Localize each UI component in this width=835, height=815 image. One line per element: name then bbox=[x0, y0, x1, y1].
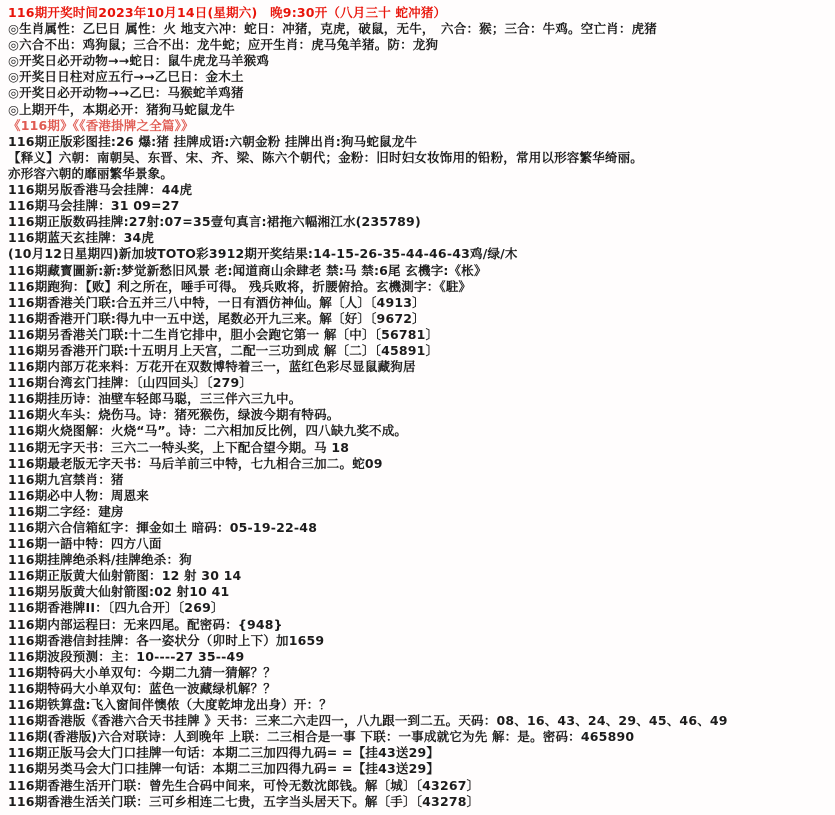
text-line: 116期内部运程曰：无来四尾。配密码：{948} bbox=[8, 616, 283, 632]
text-line: 116期正版彩图挂:26 爆:猪 挂牌成语:六朝金粉 挂牌出肖:狗马蛇鼠龙牛 bbox=[8, 133, 418, 149]
text-line: 116期(香港版)六合对联诗：人到晚年 上联：二三相合是一事 下联：一事成就它为先 解：是。密码：465890 bbox=[8, 729, 635, 745]
text-line: 116期火烧图解：火烧“马”。诗：二六相加反比例，四八缺九奖不成。 bbox=[8, 423, 408, 439]
text-line: 116期藏寳圖新:新:梦觉新愁旧风景 老:闻道商山余肆老 禁:马 禁:6尾 玄機字:《枨》 bbox=[8, 262, 487, 278]
text-line: 亦形容六朝的靡丽繁华景象。 bbox=[8, 165, 174, 181]
text-line: 116期香港生活开门联：曾先生合码中间来，可怜无数沈郎钱。解〔城〕〔43267〕 bbox=[8, 777, 480, 793]
text-line: 116期波段预测：主：10----27 35--49 bbox=[8, 648, 245, 664]
text-line: 116期香港关门联:合五并三八中特，一日有酒仿神仙。解〔人〕〔4913〕 bbox=[8, 294, 425, 310]
text-line: 116期必中人物：周恩来 bbox=[8, 487, 149, 503]
text-line: 116期香港信封挂牌：各一姿状分（卯时上下）加1659 bbox=[8, 632, 325, 648]
text-line: 116期六合信箱紅字：揮金如土 暗码：05-19-22-48 bbox=[8, 520, 318, 535]
text-line: 116期一語中特：四方八面 bbox=[8, 536, 162, 552]
text-line: 116期无字天书：三六二一特头奖，上下配合望今期。马 18 bbox=[8, 439, 350, 455]
text-line: 116期另版黄大仙射箭图:02 射10 41 bbox=[8, 584, 230, 600]
text-line: 116期铁算盘:飞入窗间伴懊侬（大度乾坤龙出身）开：？ bbox=[8, 697, 332, 713]
text-line: 116期蓝天玄挂牌：34虎 bbox=[8, 230, 155, 246]
lottery-text-list bbox=[8, 5, 829, 810]
text-line: ◎开奖日日柱对应五行→→乙巳日：金木土 bbox=[8, 69, 244, 85]
text-line: ◎六合不出：鸡狗鼠；三合不出：龙牛蛇；应开生肖：虎马兔羊猪。防：龙狗 bbox=[8, 37, 439, 53]
text-line: 116期挂牌绝杀料/挂牌绝杀：狗 bbox=[8, 552, 192, 568]
text-line: 116期内部万花来料：万花开在双数博特着三一，蓝红色彩尽显鼠藏狗居 bbox=[8, 359, 416, 375]
text-line: 116期开奖时间2023年10月14日(星期六) 晚9:30开（八月三十 蛇冲猪） bbox=[8, 5, 447, 20]
text-line: 116期另版香港马会挂牌：44虎 bbox=[8, 182, 193, 198]
text-line: 116期另香港开门联:十五明月上天宫，二配一三功到成 解〔二〕〔45891〕 bbox=[8, 342, 439, 358]
text-line: 116期跑狗：【败】利之所在，唾手可得。 残兵败将，折腰俯拾。玄機測字：《駐》 bbox=[8, 278, 472, 294]
text-line: 《116期》《《香港掛牌之全篇》》 bbox=[8, 117, 194, 133]
text-line: 116期另类马会大门口挂牌一句话：本期二三加四得九码= =【挂43送29】 bbox=[8, 761, 440, 777]
text-line: 116期马会挂牌：31 09=27 bbox=[8, 198, 180, 214]
text-line: ◎生肖属性：乙巳日 属性：火 地支六冲：蛇日：冲猪，克虎，破鼠，无牛， 六合：猴；三合：牛鸡。空亡肖：虎猪 bbox=[8, 21, 657, 37]
text-line: 116期另香港关门联:十二生肖它排中，胆小会跑它第一 解〔中〕〔56781〕 bbox=[8, 326, 439, 342]
text-line: 116期最老版无字天书：马后羊前三中特，七九相合三加二。蛇09 bbox=[8, 455, 383, 471]
text-line: 116期火车头：烧伤马。诗：猪死猴伤，绿波今期有特码。 bbox=[8, 407, 340, 423]
text-line: ◎开奖日必开动物→→乙巳：马猴蛇羊鸡猪 bbox=[8, 85, 244, 101]
text-line: 116期台湾玄门挂牌：〔山四回头〕〔279〕 bbox=[8, 375, 253, 391]
text-line: 116期挂历诗：油壁车轻郎马聪，三三伴六三九中。 bbox=[8, 391, 302, 407]
text-line: ◎开奖日必开动物→→蛇日：鼠牛虎龙马羊猴鸡 bbox=[8, 53, 270, 69]
text-line: 116期香港牌II：〔四九合开〕〔269〕 bbox=[8, 600, 224, 616]
text-line: 116期二字经：建房 bbox=[8, 503, 124, 519]
text-line: 116期特码大小单双句：蓝色一波藏绿机解？？ bbox=[8, 680, 276, 696]
text-line: 116期正版马会大门口挂牌一句话：本期二三加四得九码= =【挂43送29】 bbox=[8, 745, 440, 761]
text-line: (10月12日星期四)新加坡TOTO彩3912期开奖结果:14-15-26-35-44-46-43鸡/绿/木 bbox=[8, 246, 518, 262]
text-line: 116期特码大小单双句：今期二九猜一猜解？？ bbox=[8, 664, 276, 680]
text-line: 116期香港版《香港六合天书挂牌 》天书：三来二六走四一，八九跟一到二五。天码：08、16、43、24、29、45、46、49 bbox=[8, 713, 728, 729]
text-line: 116期香港生活关门联：三可乡相连二七贵，五字当头居天下。解〔手〕〔43278〕 bbox=[8, 793, 480, 809]
text-line: 116期正版数码挂牌:27射:07=35壹句真言:裙拖六幅湘江水(235789) bbox=[8, 214, 421, 230]
text-line: 116期正版黄大仙射箭图：12 射 30 14 bbox=[8, 568, 242, 584]
text-line: 【释义】六朝：南朝吴、东晋、宋、齐、梁、陈六个朝代；金粉：旧时妇女妆饰用的铅粉，常用以形容繁华绮丽。 bbox=[8, 149, 644, 165]
text-line: 116期九宫禁肖：猪 bbox=[8, 471, 124, 487]
text-line: ◎上期开牛，本期必开：猪狗马蛇鼠龙牛 bbox=[8, 101, 236, 117]
text-line: 116期香港开门联:得九中一五中送，尾数必开九三来。解〔好〕〔9672〕 bbox=[8, 310, 425, 326]
